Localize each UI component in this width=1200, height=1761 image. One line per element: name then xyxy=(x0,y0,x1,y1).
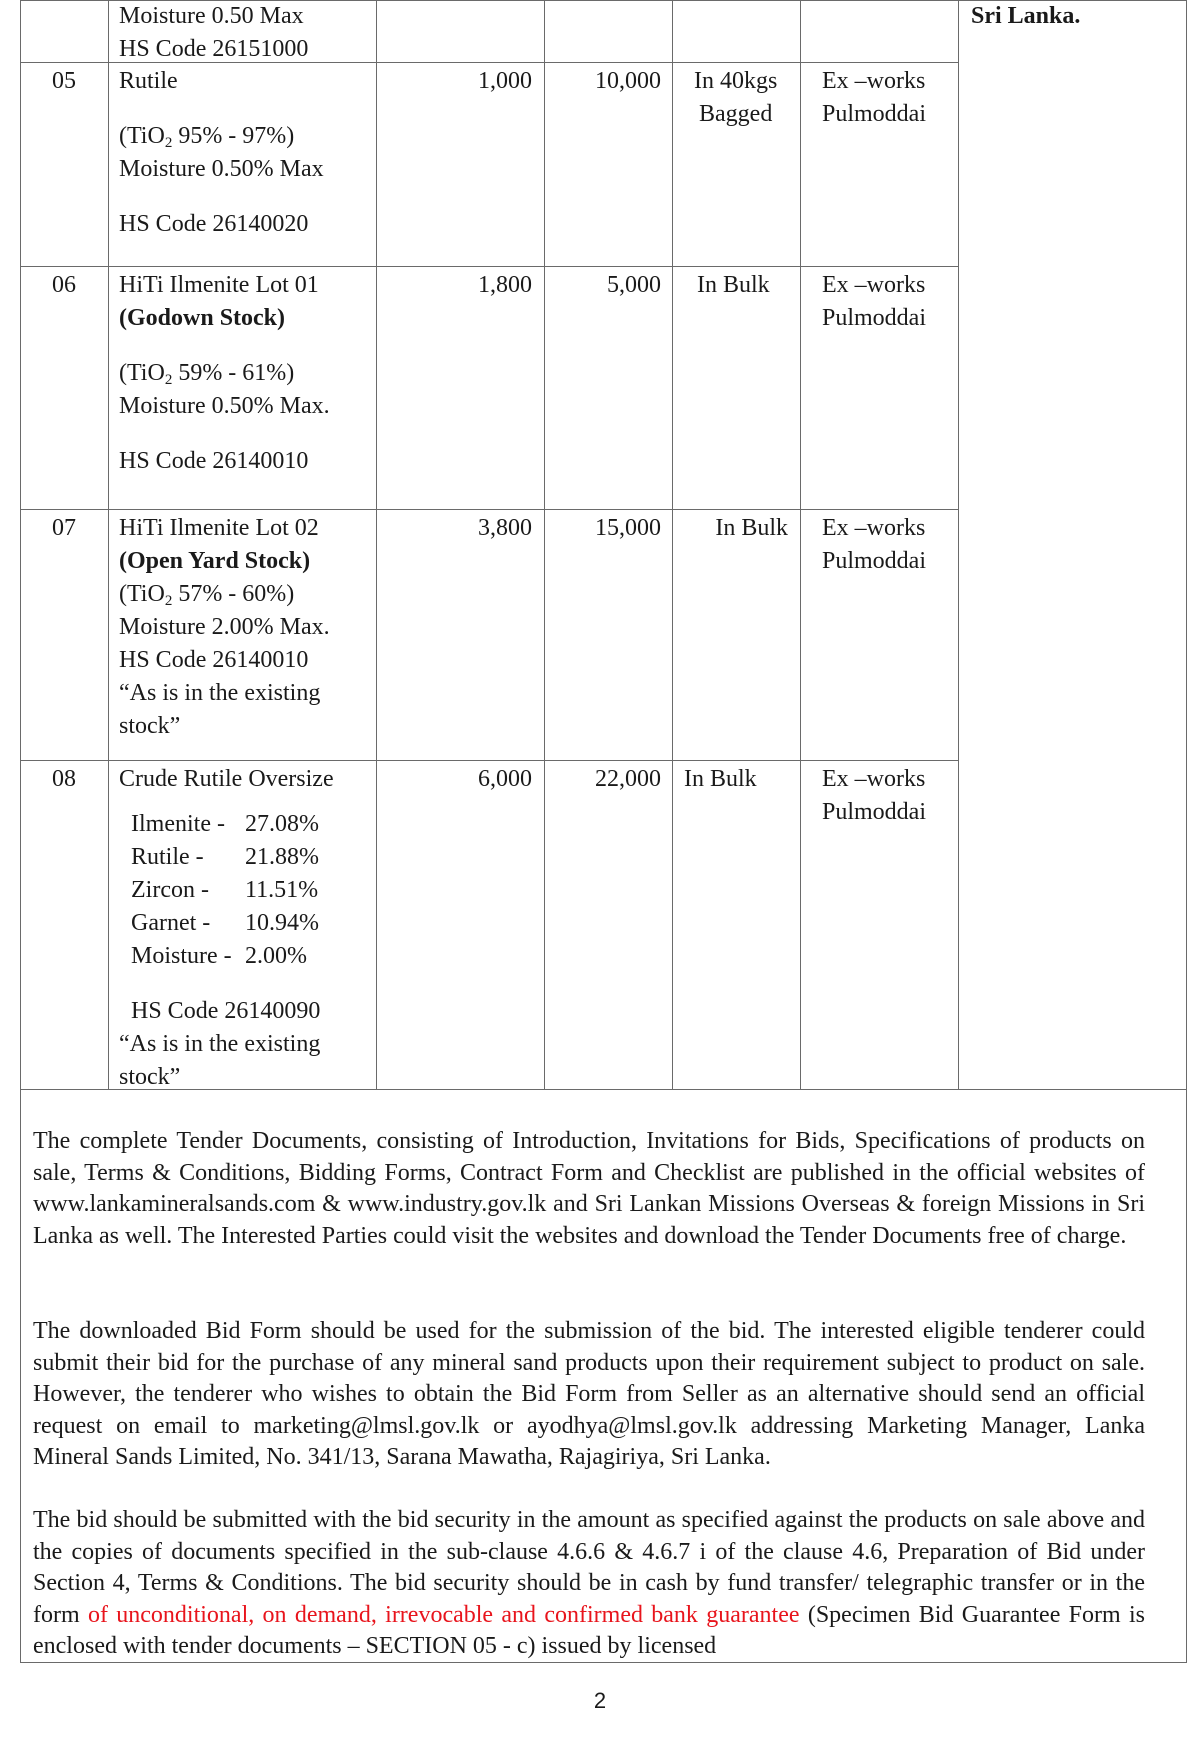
item-number: 08 xyxy=(52,766,76,792)
bid-security: 22,000 xyxy=(595,766,661,792)
quantity: 3,800 xyxy=(478,515,532,541)
packing: In Bulk xyxy=(684,766,757,792)
item-number: 07 xyxy=(52,515,76,541)
hs-code: HS Code 26140010 xyxy=(119,448,309,474)
delivery-terms: Ex –works Pulmoddai xyxy=(822,766,927,825)
stock-note: “As is in the existing stock” xyxy=(119,680,321,739)
product-cell xyxy=(119,269,330,478)
tender-documents-paragraph: The complete Tender Documents, consisting of Introduction, Invitations for Bids, Specifications of products on sale, Terms & Conditions, Bidding Forms, Contract Form and Checklist are published in the official websites of www.lankamineralsands.com & www.industry.gov.lk and Sri Lankan Missions Overseas & foreign Missions in Sri Lanka as well. The Interested Parties could visit the websites and download the Tender Documents free of charge. xyxy=(33,1128,1145,1249)
product-cell xyxy=(119,763,334,1094)
packing: In Bulk xyxy=(715,515,788,541)
hs-code: HS Code 26140090 xyxy=(131,998,321,1024)
stock-type: (Open Yard Stock) xyxy=(119,548,311,574)
page-number: 2 xyxy=(593,1688,607,1713)
quantity: 1,000 xyxy=(478,68,532,94)
composition-list xyxy=(119,808,334,973)
bid-security: 10,000 xyxy=(595,68,661,94)
product-name: Crude Rutile Oversize xyxy=(119,766,334,792)
delivery-terms: Ex –works Pulmoddai xyxy=(822,68,927,127)
hs-code: HS Code 26140010 xyxy=(119,647,309,673)
delivery-terms: Ex –works Pulmoddai xyxy=(822,515,927,574)
country-note: Sri Lanka. xyxy=(971,3,1081,29)
product-name: Rutile xyxy=(119,68,178,94)
packing: In 40kgs Bagged xyxy=(694,68,778,127)
composition-item: Moisture - 2.00% xyxy=(131,943,307,969)
tio2-spec: (TiO$_2$ 59% - 61%) xyxy=(119,360,295,388)
product-name: HiTi Ilmenite Lot 02 xyxy=(119,515,319,541)
quantity: 6,000 xyxy=(478,766,532,792)
spec-line: Moisture 0.50 Max xyxy=(119,3,304,29)
hs-code: HS Code 26140020 xyxy=(119,211,309,237)
composition-item: Garnet - 10.94% xyxy=(131,910,319,936)
bid-form-paragraph: The downloaded Bid Form should be used for the submission of the bid. The interested eligible tenderer could submit their bid for the purchase of any mineral sand products upon their requirement subject to product on sale. However, the tenderer who wishes to obtain the Bid Form from Seller as an alternative should send an official request on email to marketing@lmsl.gov.lk or ayodhya@lmsl.gov.lk addressing Marketing Manager, Lanka Mineral Sands Limited, No. 341/13, Sarana Mawatha, Rajagiriya, Sri Lanka. xyxy=(33,1318,1145,1471)
bid-security-paragraph: The bid should be submitted with the bid security in the amount as specified against the products on sale above and the copies of documents specified in the sub-clause 4.6.6 & 4.6.7 i of the clause 4.6, Preparation of Bid under Section 4, Terms & Conditions. The bid security should be in cash by fund transfer/ telegraphic transfer or in the form of unconditional, on demand, irrevocable and confirmed bank guarantee (Specimen Bid Guarantee Form is enclosed with tender documents – SECTION 05 - c) issued by licensed xyxy=(33,1507,1145,1660)
product-name: HiTi Ilmenite Lot 01 xyxy=(119,272,319,298)
composition-item: Rutile - 21.88% xyxy=(131,844,319,870)
moisture-spec: Moisture 2.00% Max. xyxy=(119,614,330,640)
composition-item: Zircon - 11.51% xyxy=(131,877,319,903)
product-cell xyxy=(119,65,324,241)
bid-security: 15,000 xyxy=(595,515,661,541)
moisture-spec: Moisture 0.50% Max xyxy=(119,156,324,182)
quantity: 1,800 xyxy=(478,272,532,298)
composition-item: Ilmenite - 27.08% xyxy=(131,811,319,837)
item-number: 05 xyxy=(52,68,76,94)
stock-type: (Godown Stock) xyxy=(119,305,286,331)
hs-code: HS Code 26151000 xyxy=(119,36,309,62)
moisture-spec: Moisture 0.50% Max. xyxy=(119,393,330,419)
delivery-terms: Ex –works Pulmoddai xyxy=(822,272,927,331)
stock-note: “As is in the existing stock” xyxy=(119,1031,321,1090)
item-number: 06 xyxy=(52,272,76,298)
bid-security: 5,000 xyxy=(607,272,661,298)
tio2-spec: (TiO$_2$ 95% - 97%) xyxy=(119,123,295,151)
tio2-spec: (TiO$_2$ 57% - 60%) xyxy=(119,581,295,609)
packing: In Bulk xyxy=(697,272,770,298)
bank-guarantee-highlight: of unconditional, on demand, irrevocable and confirmed bank guarantee xyxy=(87,1601,800,1628)
product-cell xyxy=(119,512,330,743)
